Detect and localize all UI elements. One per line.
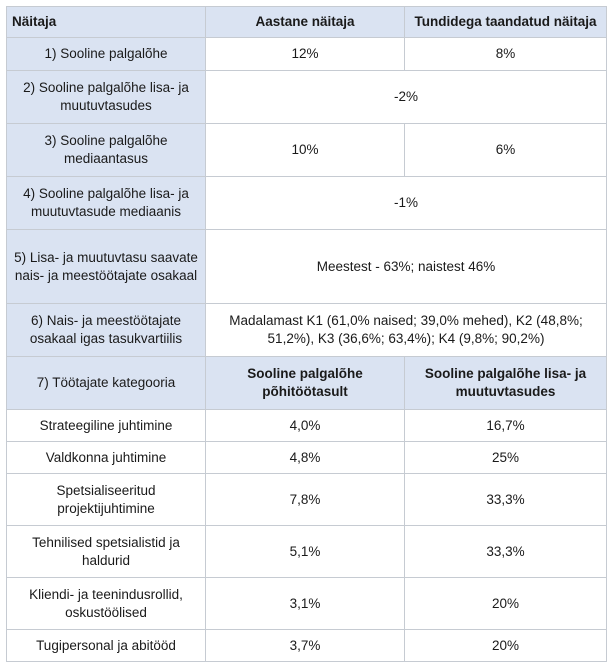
category-base: 3,7% [206, 630, 405, 662]
annual-value: 12% [206, 38, 405, 71]
category-header-variable: Sooline palgalõhe lisa- ja muutuvtasudes [405, 357, 607, 410]
hourly-value: 6% [405, 124, 607, 177]
category-name: Spetsialiseeritud projektijuhtimine [7, 474, 206, 526]
table-row [7, 177, 607, 230]
category-base: 3,1% [206, 578, 405, 630]
table-header-row [7, 7, 607, 38]
merged-value: Madalamast K1 (61,0% naised; 39,0% mehed), K2 (48,8%; 51,2%), K3 (36,6%; 63,4%); K4 (9,8%; 90,2%) [206, 304, 607, 357]
table-row [7, 38, 607, 71]
merged-value: -2% [206, 71, 607, 124]
header-annual: Aastane näitaja [206, 7, 405, 38]
table-row [7, 474, 607, 526]
category-variable: 20% [405, 578, 607, 630]
indicator-label: 1) Sooline palgalõhe [7, 38, 206, 71]
category-base: 4,8% [206, 442, 405, 474]
indicator-label: 5) Lisa- ja muutuvtasu saavate nais- ja meestöötajate osakaal [7, 230, 206, 304]
table-row [7, 630, 607, 662]
category-name: Kliendi- ja teenindusrollid, oskustöölised [7, 578, 206, 630]
table-row [7, 526, 607, 578]
table-row [7, 304, 607, 357]
category-base: 5,1% [206, 526, 405, 578]
category-name: Strateegiline juhtimine [7, 410, 206, 442]
category-name: Tugipersonal ja abitööd [7, 630, 206, 662]
header-hourly: Tundidega taandatud näitaja [405, 7, 607, 38]
hourly-value: 8% [405, 38, 607, 71]
category-name: Tehnilised spetsialistid ja haldurid [7, 526, 206, 578]
category-base: 4,0% [206, 410, 405, 442]
category-variable: 33,3% [405, 526, 607, 578]
pay-gap-table [6, 6, 607, 662]
table-row [7, 442, 607, 474]
category-header-label: 7) Töötajate kategooria [7, 357, 206, 410]
table-row [7, 410, 607, 442]
indicator-label: 2) Sooline palgalõhe lisa- ja muutuvtasudes [7, 71, 206, 124]
category-variable: 16,7% [405, 410, 607, 442]
header-indicator: Näitaja [7, 7, 206, 38]
merged-value: Meestest - 63%; naistest 46% [206, 230, 607, 304]
category-variable: 20% [405, 630, 607, 662]
category-variable: 33,3% [405, 474, 607, 526]
table-row [7, 230, 607, 304]
merged-value: -1% [206, 177, 607, 230]
indicator-label: 4) Sooline palgalõhe lisa- ja muutuvtasude mediaanis [7, 177, 206, 230]
category-base: 7,8% [206, 474, 405, 526]
annual-value: 10% [206, 124, 405, 177]
table-row [7, 124, 607, 177]
table-row [7, 71, 607, 124]
indicator-label: 6) Nais- ja meestöötajate osakaal igas tasukvartiilis [7, 304, 206, 357]
table-row [7, 578, 607, 630]
indicator-label: 3) Sooline palgalõhe mediaantasus [7, 124, 206, 177]
category-header-row [7, 357, 607, 410]
category-header-base: Sooline palgalõhe põhitöötasult [206, 357, 405, 410]
category-variable: 25% [405, 442, 607, 474]
category-name: Valdkonna juhtimine [7, 442, 206, 474]
